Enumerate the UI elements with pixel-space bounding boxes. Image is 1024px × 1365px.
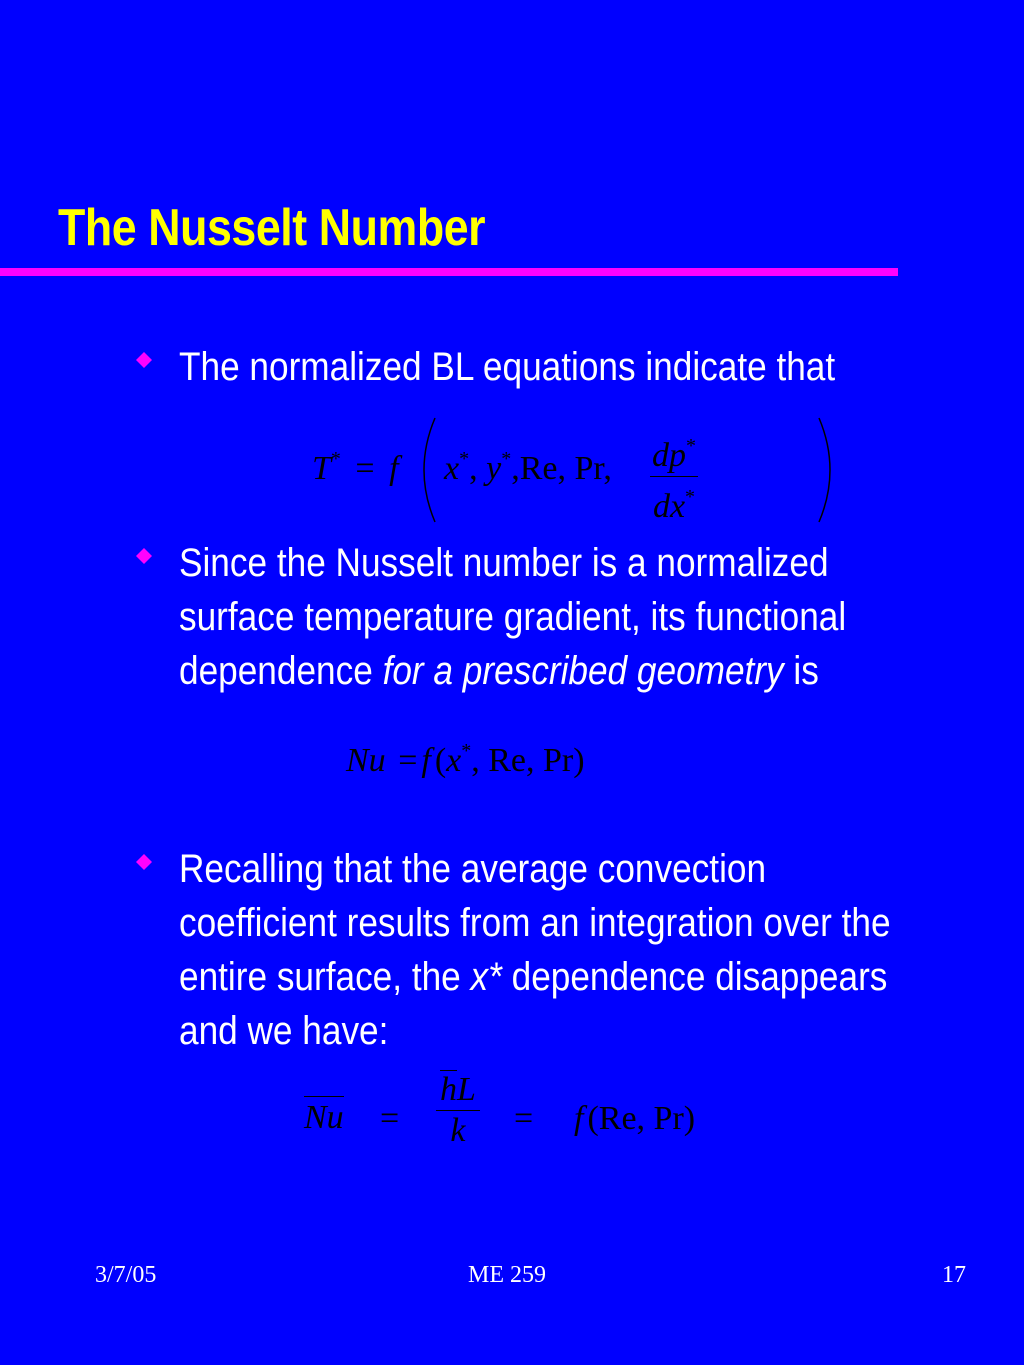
- bullet-line: Since the Nusselt number is a normalized: [179, 541, 829, 585]
- bullet-line-text: dependence disappears: [501, 955, 888, 999]
- eq1-equals: =: [355, 450, 375, 487]
- eq3-equals: =: [380, 1100, 400, 1137]
- eq3-k: k: [450, 1112, 466, 1149]
- eq1-lhs: T: [312, 450, 331, 487]
- eq1-denominator: dx: [652, 488, 686, 525]
- bullet-text: The normalized BL equations indicate that: [179, 345, 836, 389]
- footer-date: 3/7/05: [95, 1262, 157, 1288]
- bullet-line: [179, 950, 891, 1004]
- eq3-equals: =: [514, 1100, 534, 1137]
- bullet-line-text: dependence: [179, 649, 383, 693]
- eq2-star: *: [461, 740, 472, 762]
- bullet-text: [179, 536, 846, 698]
- eq2-x: x: [446, 742, 462, 779]
- eq1-comma: ,: [511, 450, 520, 487]
- eq2-paren: (: [434, 742, 447, 779]
- footer-course: ME 259: [468, 1262, 546, 1288]
- eq1-comma: ,: [469, 450, 478, 487]
- bullet-line: coefficient results from an integration over the: [179, 901, 891, 945]
- bullet-text: [179, 842, 891, 1058]
- eq3-L: L: [457, 1071, 476, 1108]
- eq1-y: y: [486, 450, 502, 487]
- eq3-function: f: [574, 1100, 584, 1137]
- diamond-bullet-icon: [136, 352, 152, 368]
- footer-page-number: 17: [942, 1262, 966, 1288]
- eq1-num-star: *: [686, 435, 696, 457]
- eq3-h-bar: h: [440, 1071, 457, 1108]
- bullet-line: Recalling that the average convection: [179, 847, 767, 891]
- eq1-re: Re: [519, 450, 558, 487]
- bullet-emphasis: x*: [470, 955, 502, 999]
- bullet-line-text: is: [783, 649, 819, 693]
- eq1-numerator: dp: [652, 437, 686, 474]
- eq2-equals: =: [398, 742, 418, 779]
- bullet-line: and we have:: [179, 1009, 389, 1053]
- slide-title: The Nusselt Number: [58, 199, 486, 257]
- eq2-function: f: [421, 742, 431, 779]
- eq1-x-star: *: [459, 448, 470, 470]
- eq1-y-star: *: [501, 448, 512, 470]
- eq1-fraction: [650, 426, 698, 527]
- bullet-line: surface temperature gradient, its functional: [179, 595, 847, 639]
- bullet-line-text: entire surface, the: [179, 955, 471, 999]
- bullet-emphasis: for a prescribed geometry: [382, 649, 784, 693]
- eq1-star: *: [330, 448, 341, 470]
- eq1-pr: Pr: [574, 450, 604, 487]
- eq3-args: (Re, Pr): [587, 1100, 696, 1137]
- eq2-lhs: Nu: [346, 742, 386, 779]
- diamond-bullet-icon: [136, 854, 152, 870]
- eq1-x: x: [444, 450, 460, 487]
- title-underline: [0, 268, 898, 276]
- eq1-comma: ,: [557, 450, 566, 487]
- equation-nusselt-average: [304, 1066, 744, 1176]
- bullet-line: [179, 644, 846, 698]
- eq2-args: , Re, Pr): [471, 742, 585, 779]
- eq3-lhs: Nu: [304, 1099, 344, 1136]
- equation-nusselt-local: [346, 740, 585, 780]
- eq3-lhs-overline: [304, 1096, 344, 1137]
- eq3-fraction: [436, 1070, 480, 1151]
- diamond-bullet-icon: [136, 548, 152, 564]
- eq1-den-star: *: [685, 486, 696, 508]
- eq1-comma: ,: [603, 450, 612, 487]
- eq1-function: f: [389, 450, 399, 487]
